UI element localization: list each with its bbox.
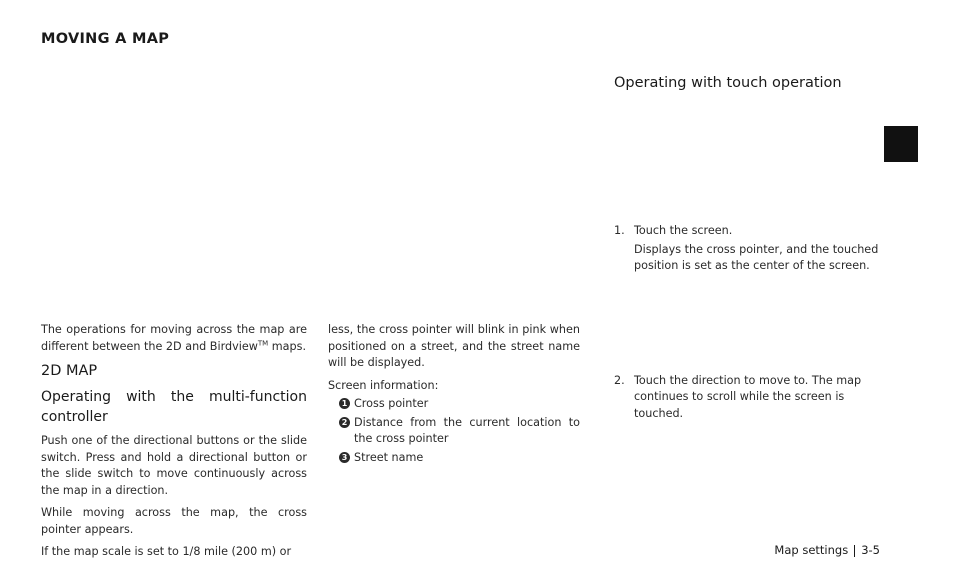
intro-text: The operations for moving across the map are different between the 2D and Birdview (41, 323, 307, 353)
number-badge-icon: 2 (339, 417, 350, 428)
page-footer (774, 543, 880, 557)
step-2 (614, 373, 884, 423)
column-right (614, 73, 884, 422)
info-item (328, 450, 580, 467)
step-number: 2. (614, 373, 625, 387)
intro-text-end: maps. (268, 339, 306, 353)
step-text: Touch the direction to move to. The map continues to scroll while the screen is touched. (634, 373, 862, 420)
footer-divider (854, 545, 855, 557)
paragraph: Push one of the directional buttons or the slide switch. Press and hold a directional button or the slide switch to move continuously across the map in a direction. (41, 434, 307, 497)
step-number: 1. (614, 224, 625, 237)
footer-section: Map settings (774, 543, 849, 557)
info-item (328, 396, 580, 413)
paragraph: While moving across the map, the cross pointer appears. (41, 506, 307, 536)
paragraph: less, the cross pointer will blink in pink when positioned on a street, and the street name will be displayed. (328, 323, 580, 369)
chapter-tab-marker (884, 126, 918, 162)
info-item-text: Street name (354, 450, 424, 464)
subsection-heading: Operating with touch operation (614, 75, 842, 91)
info-item (328, 415, 580, 448)
column-left (41, 322, 307, 567)
info-item-text: Distance from the current location to the cross pointer (354, 415, 580, 445)
section-heading: 2D MAP (41, 363, 98, 379)
trademark-mark: TM (257, 338, 269, 347)
number-badge-icon: 1 (339, 398, 350, 409)
page-title: MOVING A MAP (41, 31, 170, 47)
info-item-text: Cross pointer (354, 397, 429, 410)
page-number: 3-5 (861, 543, 880, 557)
step-detail: Displays the cross pointer, and the touched position is set as the center of the screen. (634, 242, 879, 272)
step-text: Touch the screen. (634, 224, 733, 237)
step-1 (614, 223, 884, 275)
paragraph: If the map scale is set to 1/8 mile (200 m) or (41, 545, 292, 558)
info-title: Screen information: (328, 378, 439, 392)
intro-paragraph (41, 322, 307, 355)
column-middle (328, 322, 580, 468)
number-badge-icon: 3 (339, 452, 350, 463)
subsection-heading: Operating with the multi-function controller (41, 389, 307, 425)
